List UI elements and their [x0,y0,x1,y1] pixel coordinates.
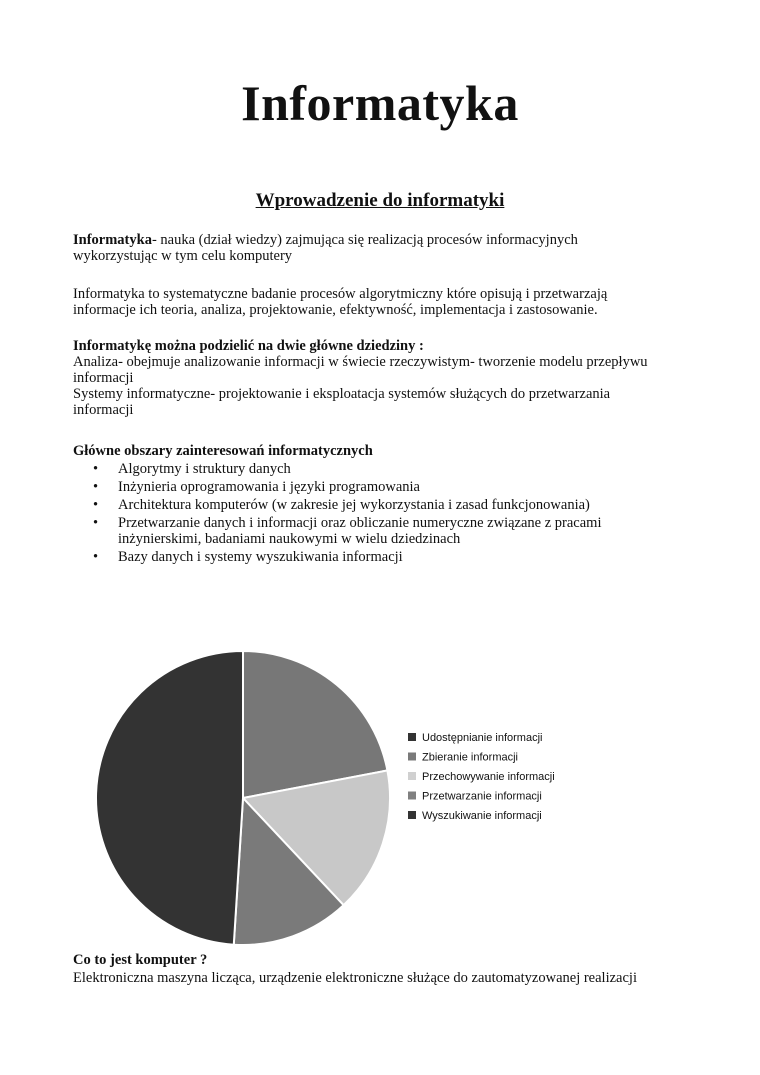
list-item-text-cont: inżynierskimi, badaniami naukowymi w wielu dziedzinach [118,531,461,547]
list-item-text: Przetwarzanie danych i informacji oraz obliczanie numeryczne związane z pracami [118,515,602,531]
bullet-icon: • [93,497,99,513]
list-item [73,479,673,495]
definition-term: Informatyka [73,232,152,248]
legend-label-3: Przetwarzanie informacji [422,790,542,803]
list-item-text: Bazy danych i systemy wyszukiwania informacji [118,549,403,565]
pie-slice-4 [96,651,243,945]
legend-label-4: Wyszukiwanie informacji [422,810,542,822]
definition-text-line1: - nauka (dział wiedzy) zajmująca się realizacją procesów informacyjnych [151,232,578,248]
intro-paragraph [73,286,693,318]
legend-swatch-0 [408,733,416,741]
bullet-icon: • [93,461,99,477]
list-item-text: Architektura komputerów (w zakresie jej wykorzystania i zasad funkcjonowania) [118,497,590,513]
bullet-icon: • [93,549,99,565]
legend-swatch-1 [408,753,416,761]
systems-line1: Systemy informatyczne- projektowanie i eksploatacja systemów służących do przetwarzania [73,386,611,402]
systems-line2: informacji [73,402,134,418]
legend-swatch-2 [408,772,416,780]
analysis-line1: Analiza- obejmuje analizowanie informacji w świecie rzeczywistym- tworzenie modelu przepływu [73,354,648,370]
computer-text: Elektroniczna maszyna licząca, urządzenie elektroniczne służące do zautomatyzowanej realizacji [73,970,637,986]
legend-label-1: Zbieranie informacji [422,751,518,764]
legend-swatch-4 [408,811,416,819]
list-item-text: Algorytmy i struktury danych [118,461,291,477]
pie-chart [90,645,590,950]
legend-label-0: Udostępnianie informacji [422,732,543,744]
domains-paragraph [73,338,693,418]
analysis-line2: informacji [73,370,134,386]
areas-heading: Główne obszary zainteresowań informatycznych [73,443,373,459]
definition-paragraph [73,232,693,264]
section-subtitle: Wprowadzenie do informatyki [255,190,505,211]
intro-line1: Informatyka to systematyczne badanie procesów algorytmiczny które opisują i przetwarzają [73,286,608,302]
bullet-icon: • [93,515,99,531]
legend-label-2: Przechowywanie informacji [422,771,555,783]
page-title: Informatyka [241,75,519,131]
list-item [73,549,673,565]
legend-swatch-3 [408,792,416,800]
list-item [73,515,673,547]
list-item [73,497,673,513]
computer-heading: Co to jest komputer ? [73,952,208,968]
intro-line2: informacje ich teoria, analiza, projektowanie, efektywność, implementacja i zastosowanie. [73,302,598,318]
domains-heading: Informatykę można podzielić na dwie główne dziedziny : [73,338,424,354]
bullet-icon: • [93,479,99,495]
areas-list [73,461,673,567]
list-item [73,461,673,477]
definition-text-line2: wykorzystując w tym celu komputery [73,248,293,264]
list-item-text: Inżynieria oprogramowania i języki programowania [118,479,420,495]
